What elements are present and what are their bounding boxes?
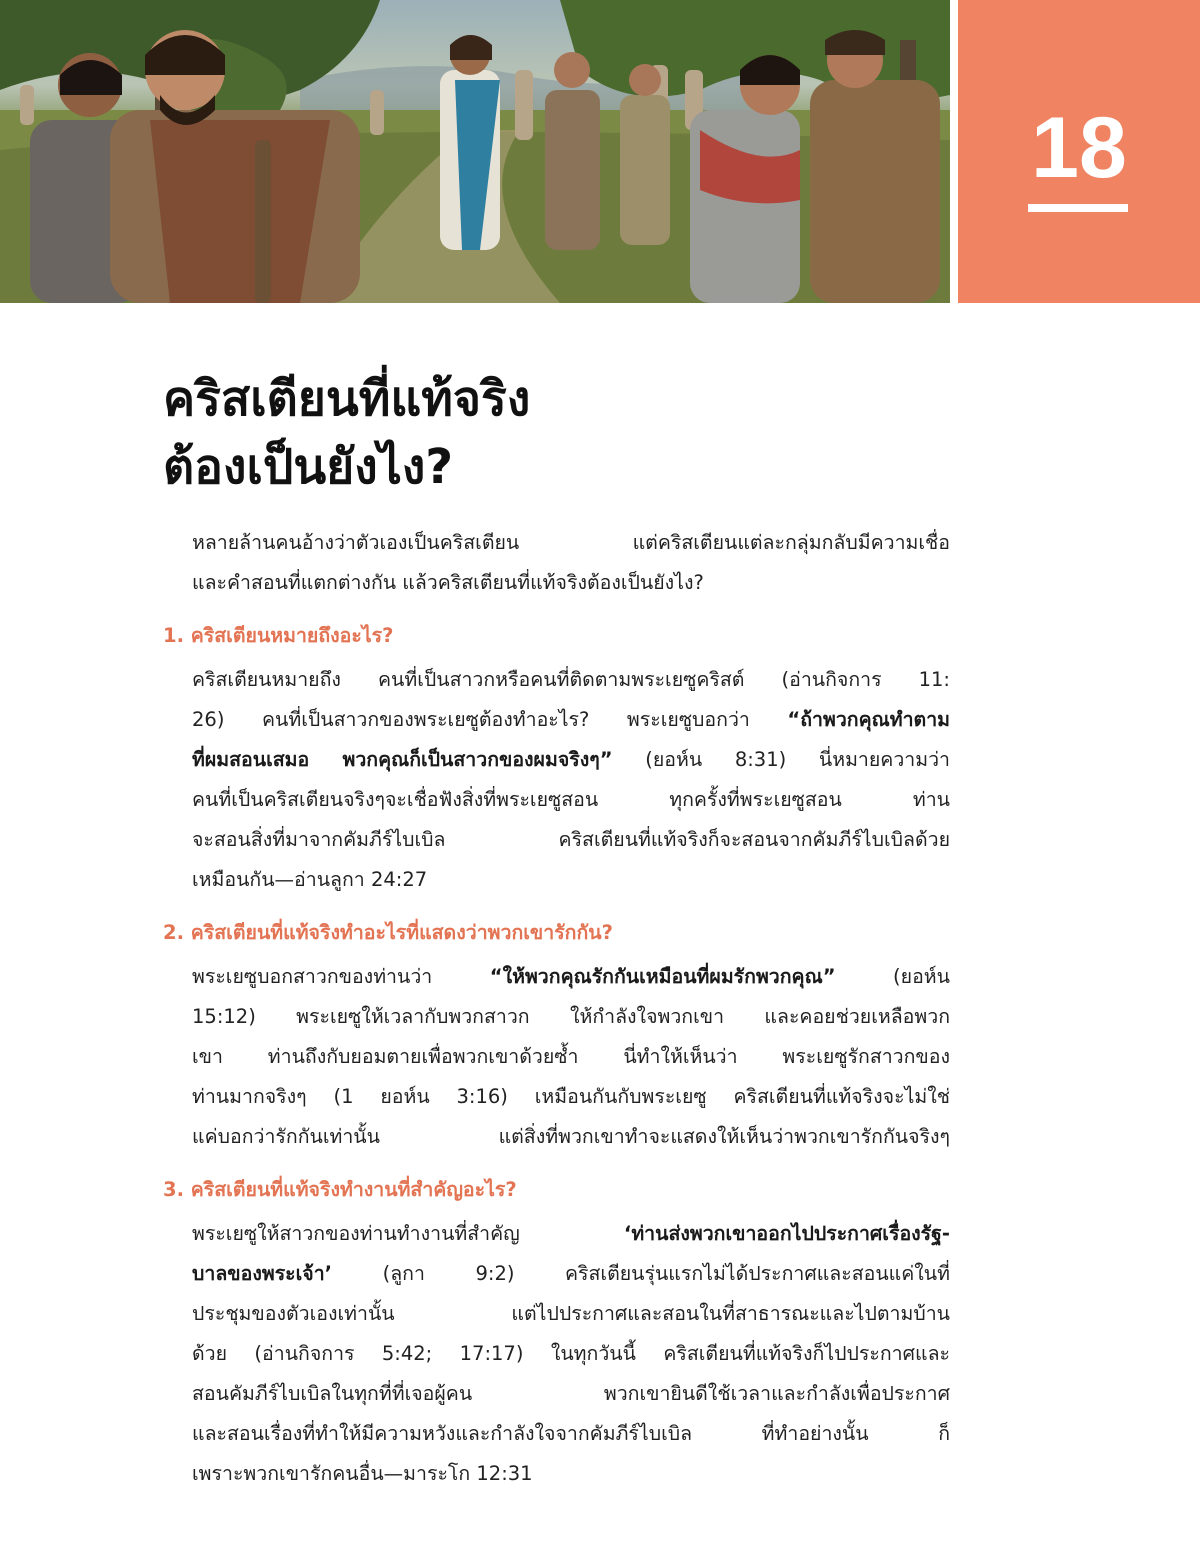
section-3-line: และสอนเรื่องที่ทำให้มีความหวังและกำลังใจจากคัมภีร์ไบเบิล ที่ทำอย่างนั้น ก็ (192, 1422, 950, 1445)
question-2-heading: 2. คริสเตียนที่แท้จริงทำอะไรที่แสดงว่าพวกเขารักกัน? (163, 921, 613, 944)
lesson-title-line-1: คริสเตียนที่แท้จริง (163, 371, 531, 427)
section-2-line: แค่บอกว่ารักกันเท่านั้น แต่สิ่งที่พวกเขาทำจะแสดงให้เห็นว่าพวกเขารักกันจริงๆ (192, 1125, 950, 1148)
chapter-underline (1028, 204, 1128, 212)
section-3-line (192, 1259, 950, 1289)
text-segment: (ยอห์น 8:31) นี่หมายความว่า (612, 748, 950, 771)
section-2-line (192, 962, 950, 992)
text-segment: (ยอห์น (835, 965, 950, 988)
text-segment: (ลูกา 9:2) คริสเตียนรุ่นแรกไม่ได้ประกาศและสอนแค่ในที่ (332, 1262, 950, 1285)
scripture-quote: “ถ้าพวกคุณทำตาม (787, 708, 950, 731)
question-3-heading: 3. คริสเตียนที่แท้จริงทำงานที่สำคัญอะไร? (163, 1178, 517, 1201)
section-2-line: เขา ท่านถึงกับยอมตายเพื่อพวกเขาด้วยซ้ำ นี่ทำให้เห็นว่า พระเยซูรักสาวกของ (192, 1045, 950, 1068)
section-1-line: จะสอนสิ่งที่มาจากคัมภีร์ไบเบิล คริสเตียนที่แท้จริงก็จะสอนจากคัมภีร์ไบเบิลด้วย (192, 828, 950, 851)
section-1-line (192, 745, 950, 775)
text-segment: พระเยซูบอกสาวกของท่านว่า (192, 965, 490, 988)
section-2-line: ท่านมากจริงๆ (1 ยอห์น 3:16) เหมือนกันกับพระเยซู คริสเตียนที่แท้จริงจะไม่ใช่ (192, 1085, 950, 1108)
chapter-badge (958, 0, 1200, 303)
section-2-line: 15:12) พระเยซูให้เวลากับพวกสาวก ให้กำลังใจพวกเขา และคอยช่วยเหลือพวก (192, 1005, 950, 1028)
intro-line: และคำสอนที่แตกต่างกัน แล้วคริสเตียนที่แท้จริงต้องเป็นยังไง? (192, 571, 704, 594)
lesson-title (163, 365, 963, 501)
header-illustration (0, 0, 950, 303)
section-3-line: เพราะพวกเขารักคนอื่น—มาระโก 12:31 (192, 1462, 533, 1485)
scripture-quote: บาลของพระเจ้า’ (192, 1262, 333, 1285)
scripture-quote: “ให้พวกคุณรักกันเหมือนที่ผมรักพวกคุณ” (489, 965, 836, 988)
lesson-title-line-2: ต้องเป็นยังไง? (163, 439, 454, 495)
section-1-line: คนที่เป็นคริสเตียนจริงๆจะเชื่อฟังสิ่งที่พระเยซูสอน ทุกครั้งที่พระเยซูสอน ท่าน (192, 788, 950, 811)
scripture-quote: ‘ท่านส่งพวกเขาออกไปประกาศเรื่องรัฐ- (623, 1222, 950, 1245)
text-segment: 26) คนที่เป็นสาวกของพระเยซูต้องทำอะไร? พระเยซูบอกว่า (192, 708, 788, 731)
section-3-line (192, 1219, 950, 1249)
section-3-line: สอนคัมภีร์ไบเบิลในทุกที่ที่เจอผู้คน พวกเขายินดีใช้เวลาและกำลังเพื่อประกาศ (192, 1382, 950, 1405)
chapter-number: 18 (1031, 100, 1127, 196)
section-1-line: เหมือนกัน—อ่านลูกา 24:27 (192, 868, 428, 891)
scripture-quote: ที่ผมสอนเสมอ พวกคุณก็เป็นสาวกของผมจริงๆ” (192, 748, 613, 771)
section-3-line: ประชุมของตัวเองเท่านั้น แต่ไปประกาศและสอนในที่สาธารณะและไปตามบ้าน (192, 1302, 950, 1325)
section-1-line (192, 705, 950, 735)
intro-line: หลายล้านคนอ้างว่าตัวเองเป็นคริสเตียน แต่คริสเตียนแต่ละกลุ่มกลับมีความเชื่อ (192, 531, 950, 554)
text-segment: พระเยซูให้สาวกของท่านทำงานที่สำคัญ (192, 1222, 624, 1245)
section-1-line: คริสเตียนหมายถึง คนที่เป็นสาวกหรือคนที่ติดตามพระเยซูคริสต์ (อ่านกิจการ 11: (192, 668, 950, 691)
question-1-heading: 1. คริสเตียนหมายถึงอะไร? (163, 624, 394, 647)
disciples-walking-illustration (0, 0, 950, 303)
section-3-line: ด้วย (อ่านกิจการ 5:42; 17:17) ในทุกวันนี้ คริสเตียนที่แท้จริงก็ไปประกาศและ (192, 1342, 950, 1365)
